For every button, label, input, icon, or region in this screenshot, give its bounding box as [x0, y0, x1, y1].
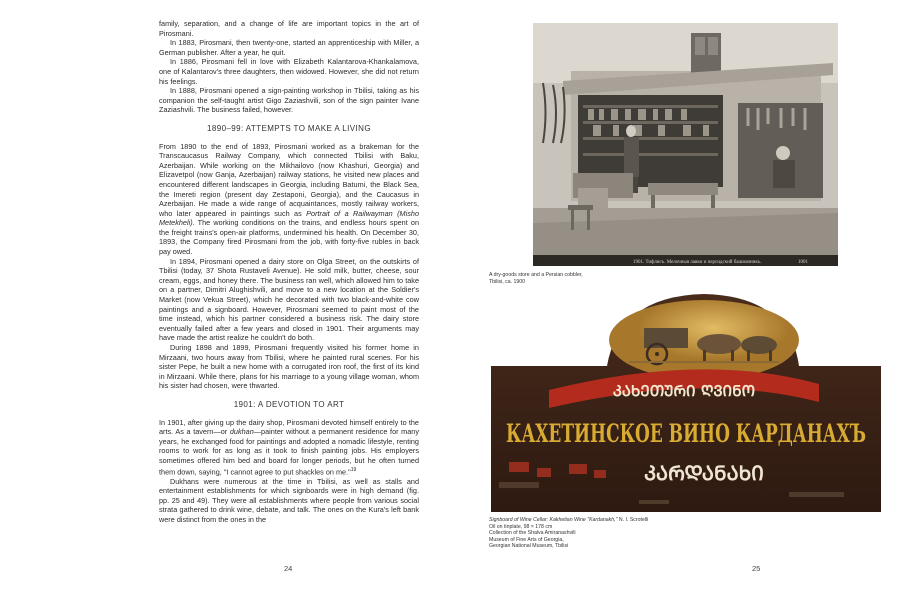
signboard-caption-collection: Collection of the Shalva Amiranashvili — [489, 530, 576, 537]
intro-paragraph-1: family, separation, and a change of life are important topics in the art of Pirosmani. — [159, 19, 419, 38]
page-number-right: 25 — [752, 564, 761, 573]
section1-paragraph-1 — [159, 142, 419, 257]
signboard-georgian-top: ᲙᲐᲮᲔᲗᲣᲠᲘ ᲦᲕᲘᲜᲝ — [612, 382, 756, 400]
wine-cellar-signboard — [489, 292, 883, 514]
signboard-georgian-bottom: ᲙᲐᲠᲓᲐᲜᲐᲮᲘ — [644, 461, 764, 485]
section2-p1-end: —painter without a permanent residence for many years, he exchanged food for paintings and adopted a nomadic lifestyle, renting rooms to work for as long as it took to finish painting jobs. His employers sometimes offered him bed and board for longer periods, but he often turned them down, saying, "I cannot agree to put shackles on me." — [159, 427, 419, 476]
intro-paragraph-3: In 1886, Pirosmani fell in love with Elizabeth Kalantarova-Khankalamova, one of Kalantarov's three daughters, then widowed. However, she did not return his feelings. — [159, 57, 419, 86]
section-heading-1901: 1901: A DEVOTION TO ART — [233, 399, 345, 409]
signboard-caption-museum: Museum of Fine Arts of Georgia, — [489, 536, 564, 543]
section-heading-1890: 1890–99: ATTEMPTS TO MAKE A LIVING — [207, 123, 371, 133]
section1-paragraph-2: In 1894, Pirosmani opened a dairy store on Olga Street, on the outskirts of Tbilisi (today, 37 Shota Rustaveli Avenue). He sold milk, butter, cheese, sour cream, eggs, and honey there. The business ran well, which allowed him to take on a partner, Dimitri Alughishvili, and move to a new location at the Soldier's Market (now Vekua Street), which he decorated with two black-and-white cow paintings and a signboard. However, Pirosmani seemed to paint most of the time instead, which his partner considered a business risk. The dairy store eventually failed after a few years and closed in 1901. Their arguments may have made the artist realize he couldn't do both. — [159, 256, 419, 343]
photo-illustration — [533, 23, 838, 266]
signboard-caption-national: Georgian National Museum, Tbilisi — [489, 543, 569, 550]
section2-paragraph-1 — [159, 418, 419, 477]
section1-paragraph-3: During 1898 and 1899, Pirosmani frequently visited his former home in Mirzaani, two hours away from Tbilisi, where he painted rural scenes. For his sister Pepe, he built a new home with a corrugated iron roof, the first of its kind in Mirzaani. While there, plans for his marriage to a young village woman, whom his sister had chosen, were thwarted. — [159, 343, 419, 391]
photo-inscription: 1901. Тифлисъ. Мелочныя лавки и персидский башмачникъ. — [633, 260, 762, 265]
section1-p1-end: . The working conditions on the trains, and endless hours spent on the freight trains's open-air platforms, undermined his health. On December 30, 1893, the Company fired Pirosmani from the job, with forty-five rubles in back pay owed. — [159, 218, 419, 257]
signboard-illustration — [489, 292, 883, 514]
photo-caption-line-1: A dry-goods store and a Persian cobbler, — [489, 272, 583, 278]
signboard-caption — [489, 517, 648, 550]
intro-paragraph-4: In 1888, Pirosmani opened a sign-painting workshop in Tbilisi, taking as his companion the self-taught artist Gigo Zaziashvili, son of the sign painter Ivane Zaziashvili. The business failed, however. — [159, 86, 419, 115]
section1-p1-start: From 1890 to the end of 1893, Pirosmani worked as a brakeman for the Transcaucasus Railway Company, which connected Tbilisi with Baku, Azerbaijan. While working on the Mikhailovo (now Khashuri, Georgia) and Elizavetpol (now Ganja, Azerbaijan) railway stations, he visited new places and encountered different landscapes in Georgia, including Batumi, the Black Sea, the Imereti region (present day Zestaponi, Georgia), and the Caucasus in Azerbaijan. He made a wide range of acquaintances, mostly railway workers, who later appeared in paintings such as — [159, 141, 419, 218]
signboard-main-text: КАХЕТИНСКОЕ ВИНО КАРДАНАХЪ — [506, 419, 866, 448]
intro-paragraph-2: In 1883, Pirosmani, then twenty-one, started an apprenticeship with Miller, a German publisher. After a year, he quit. — [159, 38, 419, 57]
painting-title: Portrait of a Railwayman (Misho Metekheli) — [159, 208, 419, 228]
footnote-marker: 19 — [350, 466, 357, 473]
signboard-caption-title: Signboard of Wine Cellar: Kakhetian Wine "Kardanakh," N. I. Scrotelli — [489, 517, 649, 523]
dukhan-term: dukhan — [229, 427, 254, 437]
photo-caption — [489, 272, 583, 285]
section2-paragraph-2: Dukhans were numerous at the time in Tbilisi, as well as stalls and entertainment establishments for which signboards were in high demand (fig. pp. 25 and 49). They were all establishments where people from various social strata gathered to drink wine, debate, and talk. The ones on the Kura's left bank were distinct from the ones in the — [159, 476, 419, 524]
photo-caption-line-2: Tbilisi, ca. 1900 — [489, 278, 526, 285]
dry-goods-store-photo — [533, 23, 838, 266]
section2-p1-start: In 1901, after giving up the dairy shop, Pirosmani devoted himself entirely to the arts. As a tavern—or — [159, 417, 419, 437]
page-number-left: 24 — [284, 564, 293, 573]
text-column — [159, 19, 419, 525]
left-page — [0, 0, 450, 600]
signboard-caption-medium: Oil on tinplate, 98 × 178 cm — [489, 523, 553, 530]
photo-plate-number: 1001 — [798, 260, 808, 265]
